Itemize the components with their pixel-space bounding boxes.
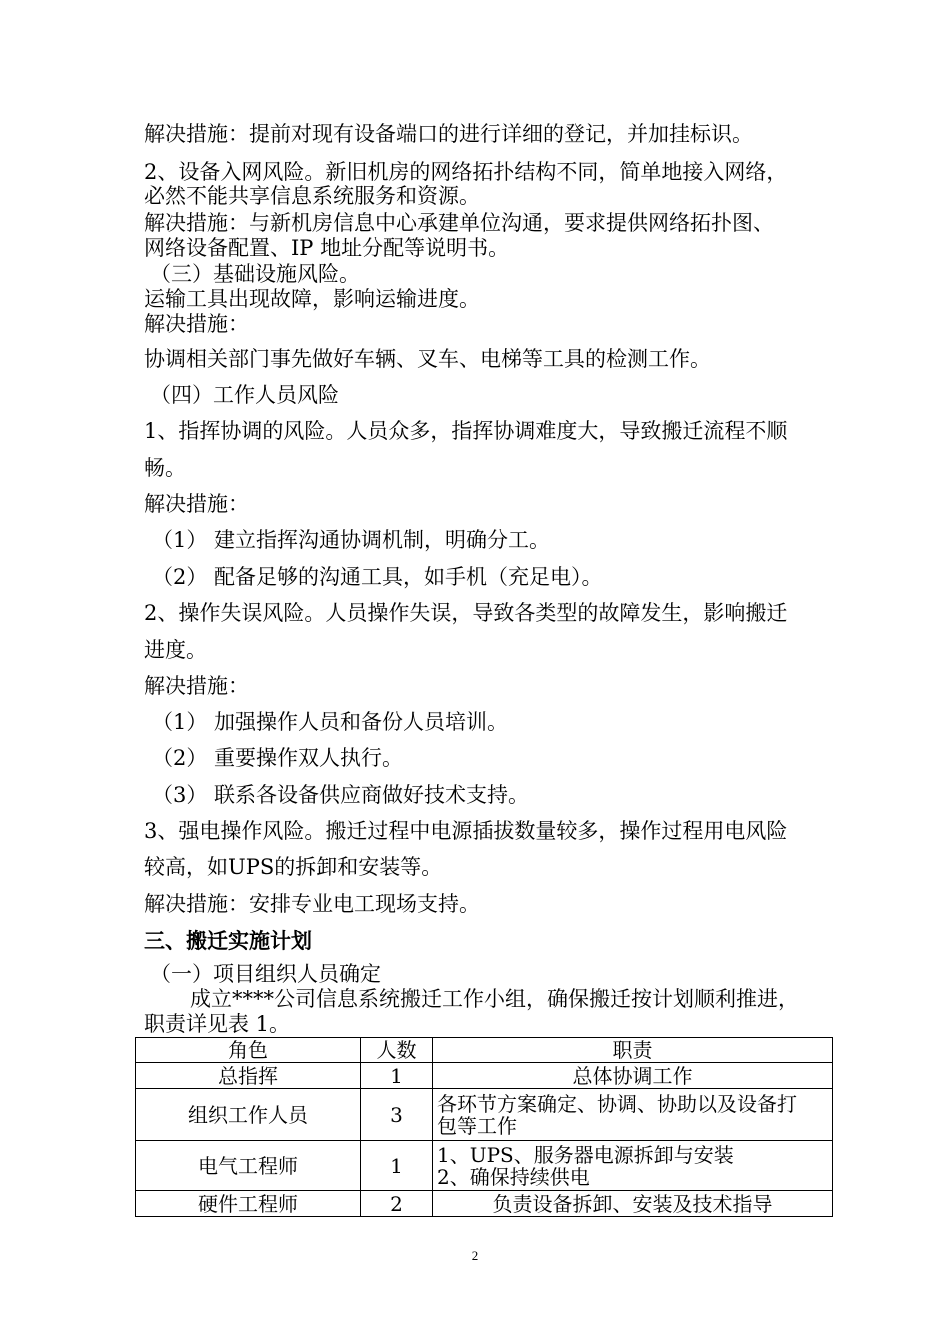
intro-line: 成立****公司信息系统搬迁工作小组，确保搬迁按计划顺利推进， — [190, 987, 799, 1011]
text-line: 网络设备配置、IP 地址分配等说明书。 — [144, 236, 510, 260]
subsection-title: （一）项目组织人员确定 — [150, 962, 381, 986]
table-row — [136, 1089, 833, 1141]
text-line: （1） 建立指挥沟通协调机制，明确分工。 — [152, 528, 551, 552]
text-line: 解决措施： — [144, 312, 249, 336]
role-cell: 总指挥 — [136, 1063, 361, 1089]
table-header-cell: 角色 — [136, 1038, 361, 1063]
count-cell: 1 — [361, 1141, 433, 1191]
text-line: （三）基础设施风险。 — [150, 262, 360, 286]
text-line: 解决措施： — [144, 674, 249, 698]
role-cell: 硬件工程师 — [136, 1191, 361, 1217]
table-header-cell: 人数 — [361, 1038, 433, 1063]
text-line: 进度。 — [144, 638, 207, 662]
duty-text: 负责设备拆卸、安装及技术指导 — [492, 1191, 773, 1216]
duty-cell — [433, 1141, 833, 1191]
duty-text: 各环节方案确定、协调、协助以及设备打 — [437, 1091, 797, 1116]
count-cell: 1 — [361, 1063, 433, 1089]
duty-text: 总体协调工作 — [572, 1063, 693, 1088]
text-line: 解决措施： — [144, 492, 249, 516]
duty-text: 1、UPS、服务器电源拆卸与安装 — [437, 1142, 734, 1167]
duty-cell — [433, 1063, 833, 1089]
text-line: 协调相关部门事先做好车辆、叉车、电梯等工具的检测工作。 — [144, 347, 711, 371]
text-line: 较高，如UPS的拆卸和安装等。 — [144, 855, 443, 879]
text-line: （四）工作人员风险 — [150, 383, 339, 407]
text-line: 2、操作失误风险。人员操作失误，导致各类型的故障发生，影响搬迁 — [144, 601, 788, 625]
roles-table — [135, 1037, 833, 1217]
text-line: （1） 加强操作人员和备份人员培训。 — [152, 710, 509, 734]
text-line: （3） 联系各设备供应商做好技术支持。 — [152, 783, 530, 807]
count-cell: 3 — [361, 1089, 433, 1141]
text-line: （2） 配备足够的沟通工具，如手机（充足电）。 — [152, 565, 603, 589]
duty-text: 包等工作 — [437, 1113, 517, 1138]
page-number: 2 — [471, 1248, 479, 1263]
table-row — [136, 1191, 833, 1217]
table-row — [136, 1063, 833, 1089]
text-line: 3、强电操作风险。搬迁过程中电源插拔数量较多，操作过程用电风险 — [144, 819, 788, 843]
table-header-row — [136, 1038, 833, 1063]
duty-cell — [433, 1089, 833, 1141]
intro-line: 职责详见表 1。 — [144, 1012, 291, 1036]
table-row — [136, 1141, 833, 1191]
table-header-cell: 职责 — [433, 1038, 833, 1063]
count-cell: 2 — [361, 1191, 433, 1217]
role-cell: 组织工作人员 — [136, 1089, 361, 1141]
section-heading: 三、搬迁实施计划 — [144, 928, 312, 953]
duty-text: 2、确保持续供电 — [437, 1164, 590, 1189]
duty-cell — [433, 1191, 833, 1217]
role-cell: 电气工程师 — [136, 1141, 361, 1191]
text-line: 解决措施：提前对现有设备端口的进行详细的登记，并加挂标识。 — [144, 122, 753, 146]
text-line: 必然不能共享信息系统服务和资源。 — [144, 184, 480, 208]
text-line: （2） 重要操作双人执行。 — [152, 746, 404, 770]
text-line: 2、设备入网风险。新旧机房的网络拓扑结构不同，简单地接入网络， — [144, 160, 788, 184]
text-line: 解决措施：安排专业电工现场支持。 — [144, 892, 480, 916]
text-line: 1、指挥协调的风险。人员众多，指挥协调难度大，导致搬迁流程不顺 — [144, 419, 788, 443]
text-line: 畅。 — [144, 456, 186, 480]
text-line: 运输工具出现故障，影响运输进度。 — [144, 287, 480, 311]
text-line: 解决措施：与新机房信息中心承建单位沟通，要求提供网络拓扑图、 — [144, 211, 774, 235]
